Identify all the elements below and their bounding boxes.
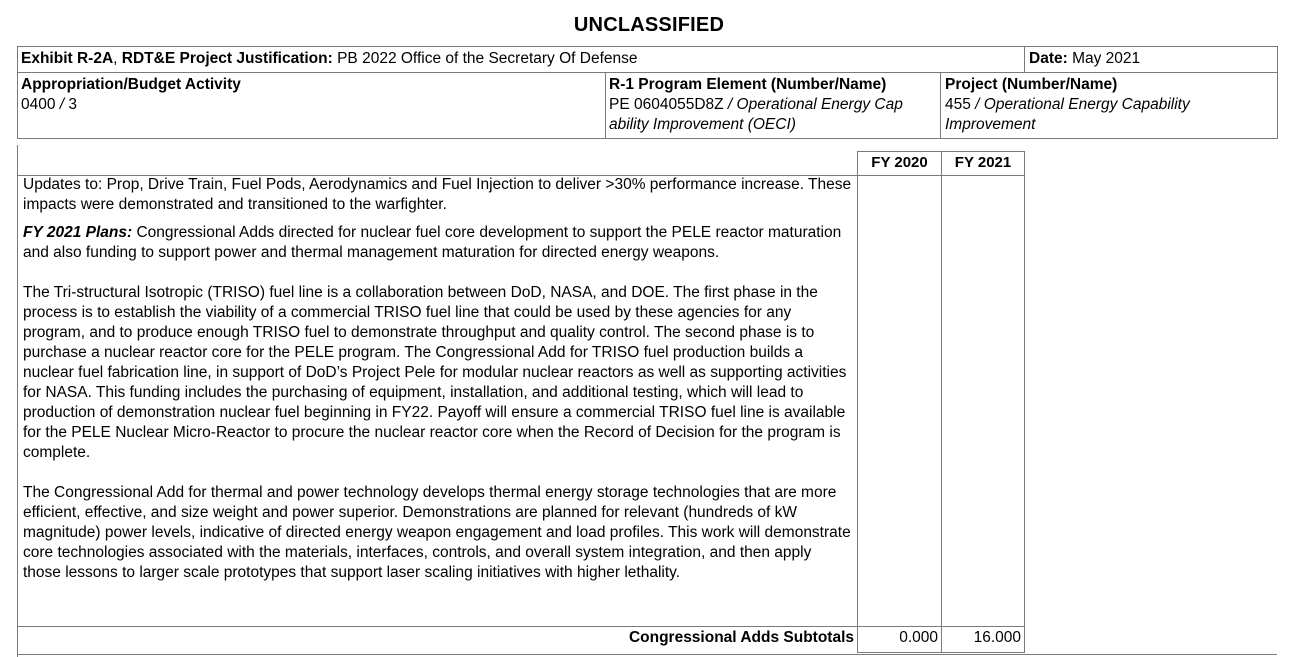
- pe-divider: [605, 72, 606, 138]
- exhibit-label: Exhibit R-2A: [21, 50, 114, 67]
- program-element-slash: /: [723, 96, 737, 113]
- exhibit-type-label: RDT&E Project Justification:: [121, 50, 333, 67]
- program-element-name-2: ability Improvement (OECI): [609, 116, 796, 133]
- page-bottom-border: [17, 654, 1277, 655]
- triso-paragraph: The Tri-structural Isotropic (TRISO) fuel line is a collaboration between DoD, NASA, and DOE. The first phase in the process is to establish the viability of a commercial TRISO fuel line that could be used by these agencies for any program, and to produce enough TRISO fuel to demonstrate throughput and quality control. The second phase is to purchase a nuclear reactor core for the PELE program. The Congressional Add for TRISO fuel production builds a nuclear fuel fabrication line, in support of DoD’s Project Pele for modular nuclear reactors as well as supporting activities for NASA. This funding includes the purchasing of equipment, installation, and additional testing, which will lead to production of demonstration nuclear fuel beginning in FY22. Payoff will ensure a commercial TRISO fuel line is available for the PELE Nuclear Micro-Reactor to procure the nuclear reactor core when the Record of Decision for the program is complete.: [23, 284, 847, 461]
- project-cell: [945, 75, 1190, 135]
- updates-paragraph: Updates to: Prop, Drive Train, Fuel Pods, Aerodynamics and Fuel Injection to deliver >30% performance increase. These impacts were demonstrated and transitioned to the warfighter.: [23, 176, 852, 213]
- program-element-name-1: Operational Energy Cap: [736, 96, 903, 113]
- exhibit-separator: ,: [113, 50, 122, 67]
- thermal-paragraph: The Congressional Add for thermal and power technology develops thermal energy storage technologies that are more efficient, effective, and size weight and power superior. Demonstrations are planned for relevant (hundreds of kW magnitude) power levels, indicative of directed energy weapon engagement and load profiles. This work will demonstrate core technologies associated with the materials, interfaces, controls, and overall system integration, and then apply those lessons to larger scale prototypes that support laser scaling initiatives with higher lethality.: [23, 484, 851, 581]
- header-top-border: [17, 46, 1278, 47]
- appropriation-slash: /: [55, 96, 69, 113]
- date-divider: [1024, 46, 1025, 72]
- project-divider: [940, 72, 941, 138]
- fy2020-left-border: [857, 151, 858, 653]
- program-element-label: R-1 Program Element (Number/Name): [609, 76, 887, 93]
- column-header-fy2020: FY 2020: [871, 154, 928, 171]
- appropriation-activity: 3: [68, 96, 78, 113]
- plans-label: FY 2021 Plans:: [23, 224, 133, 241]
- project-number: 455: [945, 96, 971, 113]
- plans-paragraph: [23, 223, 853, 263]
- description-body: [23, 175, 853, 583]
- date-field: [1029, 49, 1140, 69]
- header-left-border: [17, 46, 18, 138]
- program-element-value: [609, 95, 903, 115]
- appropriation-value: [21, 95, 241, 115]
- project-name-2: Improvement: [945, 116, 1036, 133]
- exhibit-value: PB 2022 Office of the Secretary Of Defense: [337, 50, 638, 67]
- header-bottom-border: [17, 138, 1278, 139]
- program-element-cell: [609, 75, 903, 135]
- project-name-1: Operational Energy Capability: [983, 96, 1190, 113]
- fy2021-left-border: [941, 151, 942, 653]
- header-divider: [17, 72, 1278, 73]
- column-header-fy2021: FY 2021: [954, 154, 1012, 171]
- exhibit-title: [21, 49, 638, 69]
- plans-text: Congressional Adds directed for nuclear fuel core development to support the PELE reactor maturation and also funding to support power and thermal management maturation for directed energy weapons.: [23, 224, 842, 261]
- date-label: Date:: [1029, 50, 1068, 67]
- project-slash: /: [970, 96, 984, 113]
- program-element-number: PE 0604055D8Z: [609, 96, 724, 113]
- classification-banner: UNCLASSIFIED: [573, 14, 725, 36]
- date-value: May 2021: [1072, 50, 1141, 67]
- appropriation-cell: [21, 75, 241, 115]
- appropriation-code: 0400: [21, 96, 56, 113]
- body-left-border: [17, 145, 18, 657]
- subtotal-label: Congressional Adds Subtotals: [628, 629, 854, 646]
- appropriation-label: Appropriation/Budget Activity: [21, 76, 241, 93]
- header-right-border: [1277, 46, 1278, 138]
- subtotal-fy2021: 16.000: [973, 629, 1021, 646]
- fy2021-right-border: [1024, 151, 1025, 653]
- subtotal-bottom-border: [857, 652, 1025, 653]
- subtotal-fy2020: 0.000: [899, 629, 938, 646]
- project-label: Project (Number/Name): [945, 76, 1118, 93]
- project-value: [945, 95, 1190, 115]
